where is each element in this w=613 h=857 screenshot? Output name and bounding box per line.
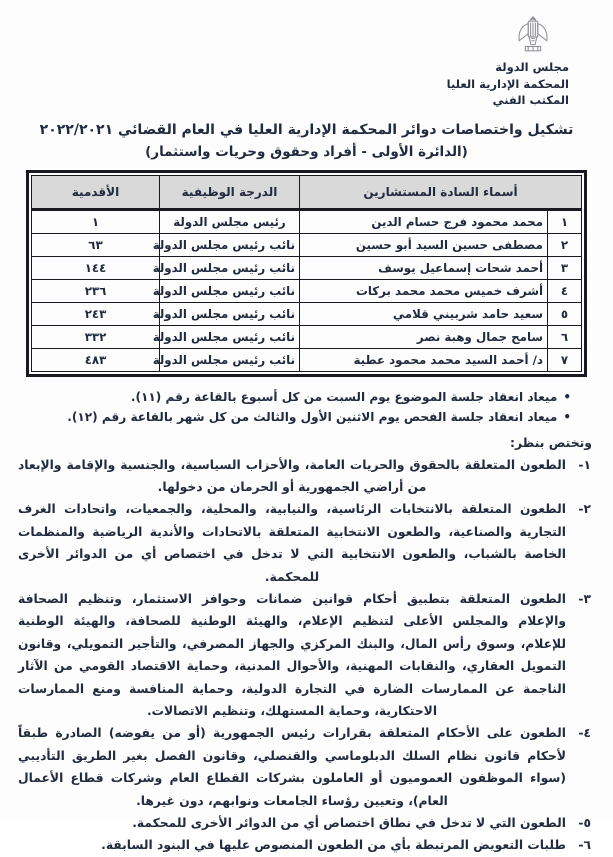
item-text: الطعون المتعلقة بالانتخابات الرئاسية، والنيابية، والمحلية، والجمعيات، واتحادات الغرف التجارية والصناعية، والطعون الانتخابية المتعلقة بالاتحادات والأندية الرياضية والمنظمات الخاصة بالشباب، والطعون الانتخابية التي لا تدخل في اختصاص أي من الدوائر الأخرى للمحكمة. <box>18 502 566 584</box>
table-row <box>32 279 582 302</box>
office-name: المكتب الفني <box>492 93 569 107</box>
row-number: ٧ <box>548 348 582 371</box>
jurisdiction-item <box>18 498 592 588</box>
jurisdiction-list <box>0 454 613 857</box>
row-number: ٦ <box>548 325 582 348</box>
job-grade: نائب رئيس مجلس الدولة <box>160 256 300 279</box>
seniority-value: ٤٨٣ <box>32 348 160 371</box>
item-number: ٦- <box>578 838 591 853</box>
item-number: ٤- <box>578 726 591 741</box>
job-grade: نائب رئيس مجلس الدولة <box>160 302 300 325</box>
item-number: ٣- <box>578 591 591 606</box>
job-grade: نائب رئيس مجلس الدولة <box>160 279 300 302</box>
table-row <box>32 256 582 279</box>
org-name: مجلس الدولة <box>495 60 569 74</box>
session-note-text: ميعاد انعقاد جلسة الموضوع يوم السبت من كل أسبوع بالقاعة رقم (١١). <box>130 389 558 404</box>
table-header <box>32 175 582 209</box>
court-name: المحكمة الإدارية العليا <box>446 76 569 91</box>
bullet-icon: • <box>563 410 571 424</box>
item-text: الطعون المتعلقة بالحقوق والحريات العامة، والأحزاب السياسية، والجنسية والإقامة والإبعاد من أراضي الجمهورية أو الحرمان من دخولها. <box>18 457 566 494</box>
egypt-eagle-icon <box>515 15 551 57</box>
col-header-grade: الدرجة الوظيفية <box>160 175 300 209</box>
table-row <box>32 302 582 325</box>
counselor-name: أحمد شحات إسماعيل يوسف <box>300 256 548 279</box>
item-text: الطعون التي لا تدخل في نطاق اختصاص أي من الدوائر الأخرى للمحكمة. <box>132 816 566 830</box>
session-note <box>24 407 571 428</box>
jurisdiction-item <box>18 722 592 812</box>
row-number: ٢ <box>548 233 582 256</box>
session-note <box>24 387 571 408</box>
job-grade: رئيس مجلس الدولة <box>160 209 300 233</box>
seniority-value: ١ <box>32 209 160 233</box>
col-header-names: أسماء السادة المستشارين <box>300 175 582 209</box>
session-note-text: ميعاد انعقاد جلسة الفحص يوم الاثنين الأول والثالث من كل شهر بالقاعة رقم (١٢). <box>67 410 558 424</box>
counselor-name: سامح جمال وهبة نصر <box>300 325 548 348</box>
seniority-value: ١٤٤ <box>32 256 160 279</box>
table-row <box>32 348 582 371</box>
session-notes <box>0 387 613 428</box>
counselor-name: محمد محمود فرج حسام الدين <box>300 209 548 233</box>
seniority-value: ٢٣٦ <box>32 279 160 302</box>
seniority-value: ٦٣ <box>32 233 160 256</box>
item-text: الطعون المتعلقة بتطبيق أحكام قوانين ضمانات وحوافز الاستثمار، وتنظيم الصحافة والإعلام والمجلس الأعلى لتنظيم الإعلام، والهيئة الوطنية للصحافة، والهيئة الوطنية للإعلام، وسوق رأس المال، والبنك المركزي والجهاز المصرفي، والتأجير التمويلي، وقانون التمويل العقاري، والنقابات المهنية، والأحوال المدنية، وحماية الاقتصاد القومي من الآثار الناجمة عن الممارسات الضارة في التجارة الدولية، وحماية المنافسة ومنع الممارسات الاحتكارية، وحماية المستهلك، وتنظيم الاتصالات. <box>18 591 566 718</box>
jurisdiction-item <box>18 834 592 856</box>
counselor-name: د/ أحمد السيد محمد محمود عطية <box>300 348 548 371</box>
item-text: الطعون على الأحكام المتعلقة بقرارات رئيس الجمهورية (أو من يفوضه) الصادرة طبقاً لأحكام قانون نظام السلك الدبلوماسي والقنصلي، وقانون الفصل بغير الطريق التأديبي (سواء الموظفون العموميون أو العاملون بشركات القطاع العام وشركات قطاع الأعمال العام)، وتعيين رؤساء الجامعات ونوابهم، دون غيرها. <box>18 726 566 808</box>
table-row <box>32 325 582 348</box>
document-title: تشكيل واختصاصات دوائر المحكمة الإدارية العليا في العام القضائي ٢٠٢٢/٢٠٢١ <box>39 121 574 138</box>
counselor-name: أشرف خميس محمد محمد بركات <box>300 279 548 302</box>
row-number: ٣ <box>548 256 582 279</box>
seniority-value: ٣٣٢ <box>32 325 160 348</box>
jurisdiction-item <box>18 454 592 499</box>
row-number: ٥ <box>548 302 582 325</box>
jurisdiction-item <box>18 588 592 722</box>
row-number: ٤ <box>548 279 582 302</box>
jurisdiction-heading: وتختص بنظر: <box>509 434 592 450</box>
letterhead <box>0 0 613 109</box>
seniority-value: ٢٤٣ <box>32 302 160 325</box>
table-row <box>32 233 582 256</box>
document-subtitle: (الدائرة الأولى - أفراد وحقوق وحريات واستثمار) <box>145 143 468 160</box>
row-number: ١ <box>548 209 582 233</box>
item-number: ٥- <box>578 816 591 830</box>
counselors-table <box>31 175 582 372</box>
bullet-icon: • <box>563 389 571 404</box>
job-grade: نائب رئيس مجلس الدولة <box>160 233 300 256</box>
table-body <box>32 209 582 371</box>
jurisdiction-item <box>18 812 592 834</box>
job-grade: نائب رئيس مجلس الدولة <box>160 325 300 348</box>
item-text: طلبات التعويض المرتبطة بأي من الطعون المنصوص عليها في البنود السابقة. <box>101 838 566 853</box>
item-number: ٢- <box>578 502 591 517</box>
counselor-name: سعيد حامد شربيني قلامي <box>300 302 548 325</box>
counselors-table-frame <box>26 170 587 377</box>
job-grade: نائب رئيس مجلس الدولة <box>160 348 300 371</box>
counselor-name: مصطفى حسين السيد أبو حسين <box>300 233 548 256</box>
item-number: ١- <box>578 457 591 472</box>
table-row <box>32 209 582 233</box>
col-header-seniority: الأقدمية <box>32 175 160 209</box>
